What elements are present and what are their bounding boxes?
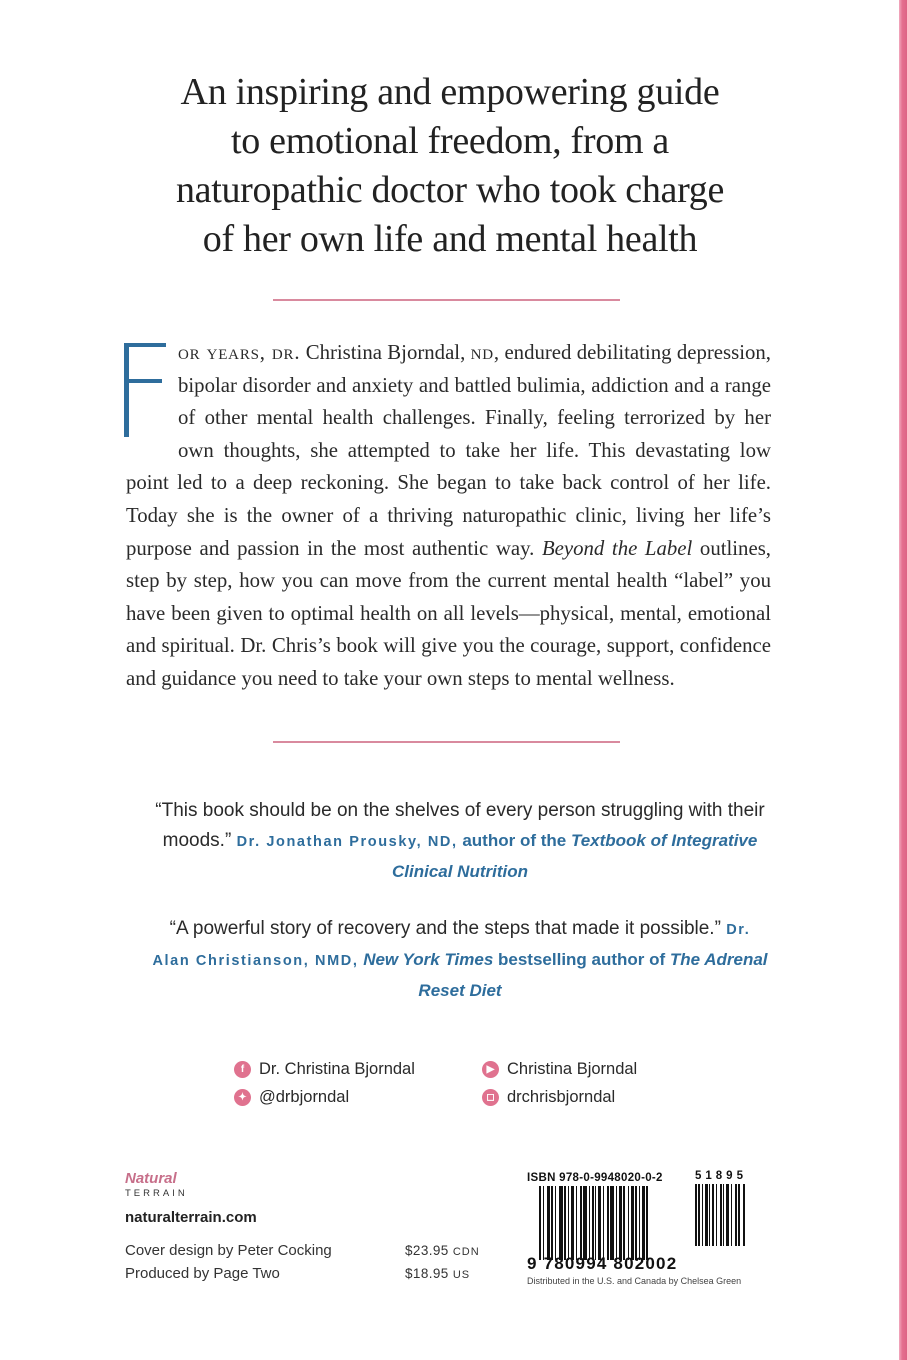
description (126, 337, 771, 696)
social-facebook[interactable] (234, 1055, 415, 1083)
headline-line: to emotional freedom, from a (231, 120, 669, 162)
testimonial-2 (150, 914, 770, 1006)
headline-line: naturopathic doctor who took charge (175, 169, 725, 211)
social-handle: drchrisbjorndal (507, 1087, 616, 1106)
publisher-name-bottom: TERRAIN (125, 1188, 188, 1199)
social-handle: Christina Bjorndal (507, 1059, 638, 1078)
twitter-icon: ✦ (234, 1089, 251, 1106)
price: $18.95 US (405, 1266, 471, 1281)
divider-top (273, 299, 620, 301)
credit-label: Cover design by Peter Cocking (125, 1242, 332, 1259)
dropcap-f (124, 343, 168, 443)
credit-row (125, 1263, 505, 1286)
isbn-label: ISBN 978-0-9948020-0-2 (527, 1172, 663, 1184)
quote-text: “This book should be on the shelves of every person struggling with their moods.” (155, 800, 765, 851)
youtube-icon: ▶ (482, 1061, 499, 1078)
social-youtube[interactable] (482, 1055, 637, 1083)
description-text-1: , endured debilitating depression, bipolar disorder and anxiety and battled bulimia, addiction and a range of other mental health challenges. Finally, feeling terrorized by her own thoughts, she attempted to take her life. This devastating low point led to a deep reckoning. She began to take back control of her life. Today she is the owner of a thriving naturopathic clinic, living her life’s purpose and passion in the most authentic way. (126, 341, 772, 560)
ean-digits: 9 780994 802002 (527, 1254, 678, 1273)
testimonial-1 (140, 796, 780, 887)
lead-caps: or years, dr. (178, 341, 301, 364)
divider-bottom (273, 741, 620, 743)
social-column-left (234, 1055, 415, 1111)
instagram-icon: ◻ (482, 1089, 499, 1106)
publisher-name-top: Natural (125, 1170, 177, 1187)
addon-digits: 51895 (695, 1170, 747, 1182)
quote-text: “A powerful story of recovery and the steps that made it possible.” (169, 918, 721, 939)
social-instagram[interactable] (482, 1083, 637, 1111)
barcode (527, 1172, 772, 1286)
credits (125, 1240, 505, 1286)
publisher-logo (125, 1170, 257, 1226)
ean-barcode (527, 1184, 685, 1273)
headline-line: of her own life and mental health (202, 218, 698, 260)
price: $23.95 CDN (405, 1243, 480, 1258)
distribution-note: Distributed in the U.S. and Canada by Chelsea Green (527, 1276, 742, 1286)
social-handle: @drbjorndal (259, 1087, 350, 1106)
description-text-2: outlines, step by step, how you can move from the current mental health “label” you have been given to optimal health on all levels—physical, mental, emotional and spiritual. Dr. Chris’s book will give you the courage, support, confidence and guidance you need to take your own steps to mental wellness. (126, 536, 771, 690)
headline (100, 68, 800, 264)
headline-line: An inspiring and empowering guide (180, 71, 720, 113)
book-spine-edge (899, 0, 907, 1360)
social-twitter[interactable] (234, 1083, 415, 1111)
credit-label: Produced by Page Two (125, 1265, 280, 1282)
social-handle: Dr. Christina Bjorndal (259, 1059, 415, 1078)
lead-name: Christina Bjorndal, (300, 341, 471, 364)
book-title: Beyond the Label (541, 536, 693, 560)
credit-row (125, 1240, 505, 1263)
facebook-icon: f (234, 1061, 251, 1078)
lead-credential: nd (470, 341, 494, 364)
quote-attribution: Dr. Alan Christianson, NMD, New York Times bestselling author of The Adrenal Reset Diet (152, 922, 768, 1000)
social-column-right (482, 1055, 637, 1111)
quote-attribution: Dr. Jonathan Prousky, ND, author of the Textbook of Integrative Clinical Nutrition (236, 831, 758, 881)
publisher-url[interactable]: naturalterrain.com (125, 1209, 257, 1226)
addon-barcode (695, 1170, 747, 1246)
